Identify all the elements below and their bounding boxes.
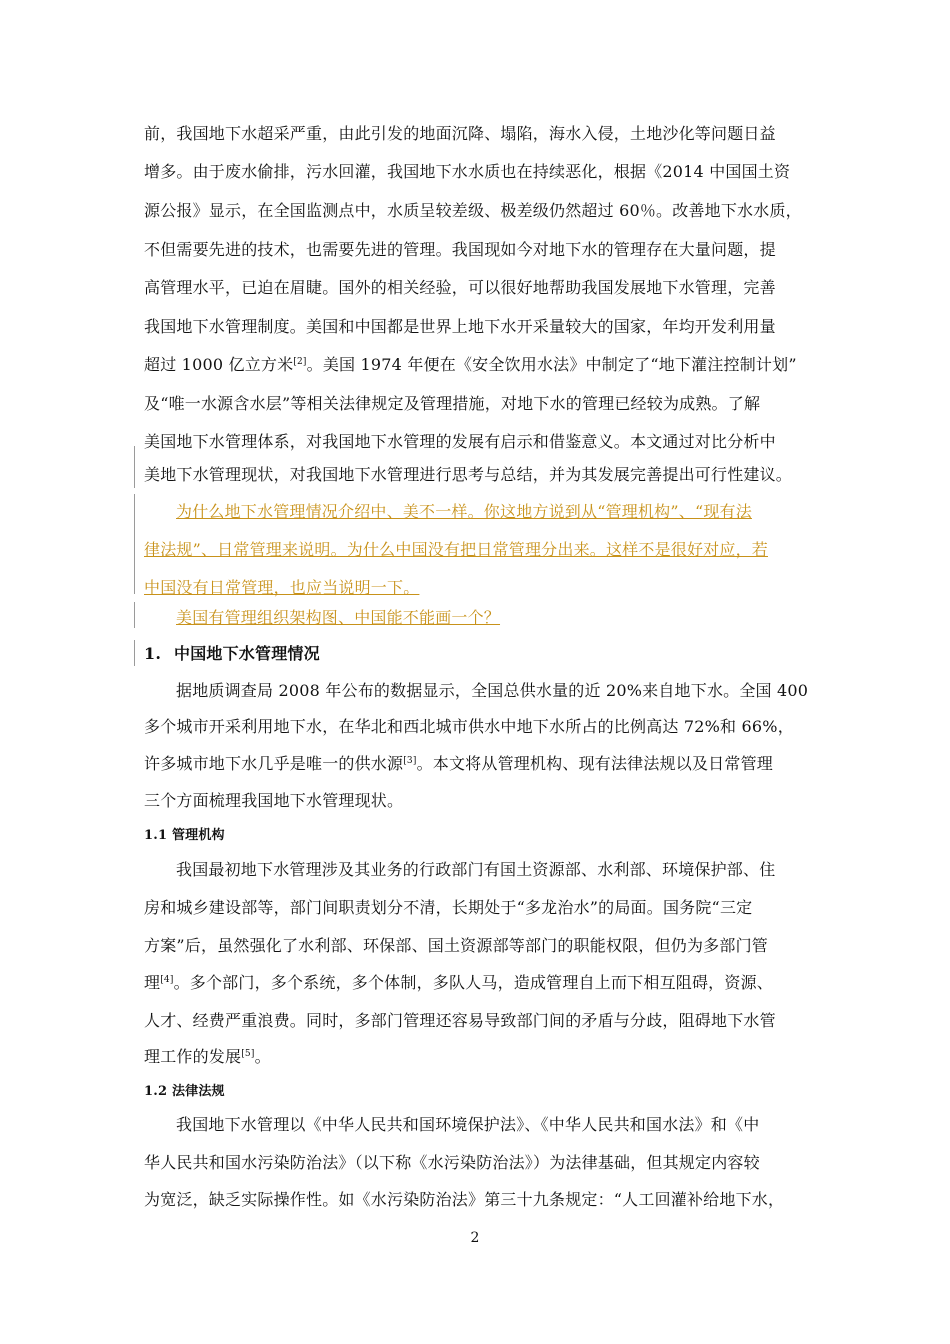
body-line: 高管理水平，已迫在眉睫。国外的相关经验，可以很好地帮助我国发展地下水管理，完善 bbox=[144, 278, 776, 297]
section-heading bbox=[144, 644, 809, 664]
body-line: 及“唯一水源含水层”等相关法律规定及管理措施，对地下水的管理已经较为成熟。了解 bbox=[144, 394, 761, 413]
body-line: 不但需要先进的技术，也需要先进的管理。我国现如今对地下水的管理存在大量问题，提 bbox=[144, 240, 776, 259]
body-text: 理 bbox=[144, 973, 161, 992]
body-text: 。 bbox=[254, 1047, 271, 1066]
citation-ref[interactable]: [5] bbox=[241, 1049, 255, 1059]
body-line: 我国地下水管理制度。美国和中国都是世界上地下水开采量较大的国家，年均开发利用量 bbox=[144, 317, 776, 336]
body-line: 人才、经费严重浪费。同时，多部门管理还容易导致部门间的矛盾与分歧，阻碍地下水管 bbox=[144, 1011, 776, 1030]
body-text: 。美国 1974 年便在《安全饮用水法》中制定了“地下灌注控制计划” bbox=[306, 355, 797, 374]
body-text: 。多个部门，多个系统，多个体制，多队人马，造成管理自上而下相互阻碍，资源、 bbox=[173, 973, 773, 992]
review-comment[interactable]: 美国有管理组织架构图、中国能不能画一个？ bbox=[176, 608, 501, 627]
body-line: 我国最初地下水管理涉及其业务的行政部门有国土资源部、水利部、环境保护部、住 bbox=[176, 860, 776, 879]
body-text: 理工作的发展 bbox=[144, 1047, 242, 1066]
body-text: 超过 1000 亿立方米 bbox=[144, 355, 294, 374]
body-text: 。本文将从管理机构、现有法律法规以及日常管理 bbox=[416, 754, 773, 773]
body-line bbox=[144, 355, 809, 375]
body-line: 美地下水管理现状，对我国地下水管理进行思考与总结，并为其发展完善提出可行性建议。 bbox=[144, 465, 793, 484]
citation-ref[interactable]: [2] bbox=[293, 357, 307, 367]
subsection-heading: 1.2 法律法规 bbox=[144, 1084, 225, 1099]
citation-ref[interactable]: [3] bbox=[403, 756, 417, 766]
revision-bar bbox=[134, 446, 135, 488]
review-comment[interactable]: 中国没有日常管理，也应当说明一下。 bbox=[144, 578, 420, 597]
body-line: 三个方面梳理我国地下水管理现状。 bbox=[144, 791, 404, 810]
subsection-heading: 1.1 管理机构 bbox=[144, 828, 225, 843]
revision-bar bbox=[134, 602, 135, 628]
revision-bar bbox=[134, 494, 135, 594]
section-number: 1. bbox=[144, 644, 162, 663]
body-line: 前，我国地下水超采严重，由此引发的地面沉降、塌陷，海水入侵，土地沙化等问题日益 bbox=[144, 124, 776, 143]
body-line: 房和城乡建设部等，部门间职责划分不清，长期处于“多龙治水”的局面。国务院“三定 bbox=[144, 898, 753, 917]
revision-bar bbox=[134, 640, 135, 666]
body-line: 多个城市开采利用地下水，在华北和西北城市供水中地下水所占的比例高达 72%和 66%， bbox=[144, 717, 794, 736]
body-line: 据地质调查局 2008 年公布的数据显示，全国总供水量的近 20%来自地下水。全国 400 bbox=[176, 681, 809, 700]
body-line bbox=[144, 754, 809, 774]
body-line: 增多。由于废水偷排，污水回灌，我国地下水水质也在持续恶化，根据《2014 中国国土资 bbox=[144, 162, 791, 181]
section-title: 中国地下水管理情况 bbox=[174, 644, 320, 663]
body-line bbox=[144, 973, 809, 993]
body-line: 华人民共和国水污染防治法》（以下称《水污染防治法》）为法律基础，但其规定内容较 bbox=[144, 1153, 760, 1172]
body-line: 美国地下水管理体系，对我国地下水管理的发展有启示和借鉴意义。本文通过对比分析中 bbox=[144, 432, 776, 451]
body-line: 源公报》显示，在全国监测点中，水质呈较差级、极差级仍然超过 60％。改善地下水水质， bbox=[144, 201, 802, 220]
body-text: 许多城市地下水几乎是唯一的供水源 bbox=[144, 754, 404, 773]
body-line: 为宽泛，缺乏实际操作性。如《水污染防治法》第三十九条规定：“人工回灌补给地下水， bbox=[144, 1190, 785, 1209]
page-number: 2 bbox=[470, 1230, 480, 1246]
review-comment[interactable]: 为什么地下水管理情况介绍中、美不一样。你这地方说到从“管理机构”、“现有法 bbox=[176, 502, 752, 521]
body-line: 我国地下水管理以《中华人民共和国环境保护法》、《中华人民共和国水法》和《中 bbox=[176, 1115, 760, 1134]
citation-ref[interactable]: [4] bbox=[160, 975, 174, 985]
body-line bbox=[144, 1047, 809, 1067]
review-comment[interactable]: 律法规”、日常管理来说明。为什么中国没有把日常管理分出来。这样不是很好对应，若 bbox=[144, 540, 768, 559]
body-line: 方案”后，虽然强化了水利部、环保部、国土资源部等部门的职能权限，但仍为多部门管 bbox=[144, 936, 768, 955]
